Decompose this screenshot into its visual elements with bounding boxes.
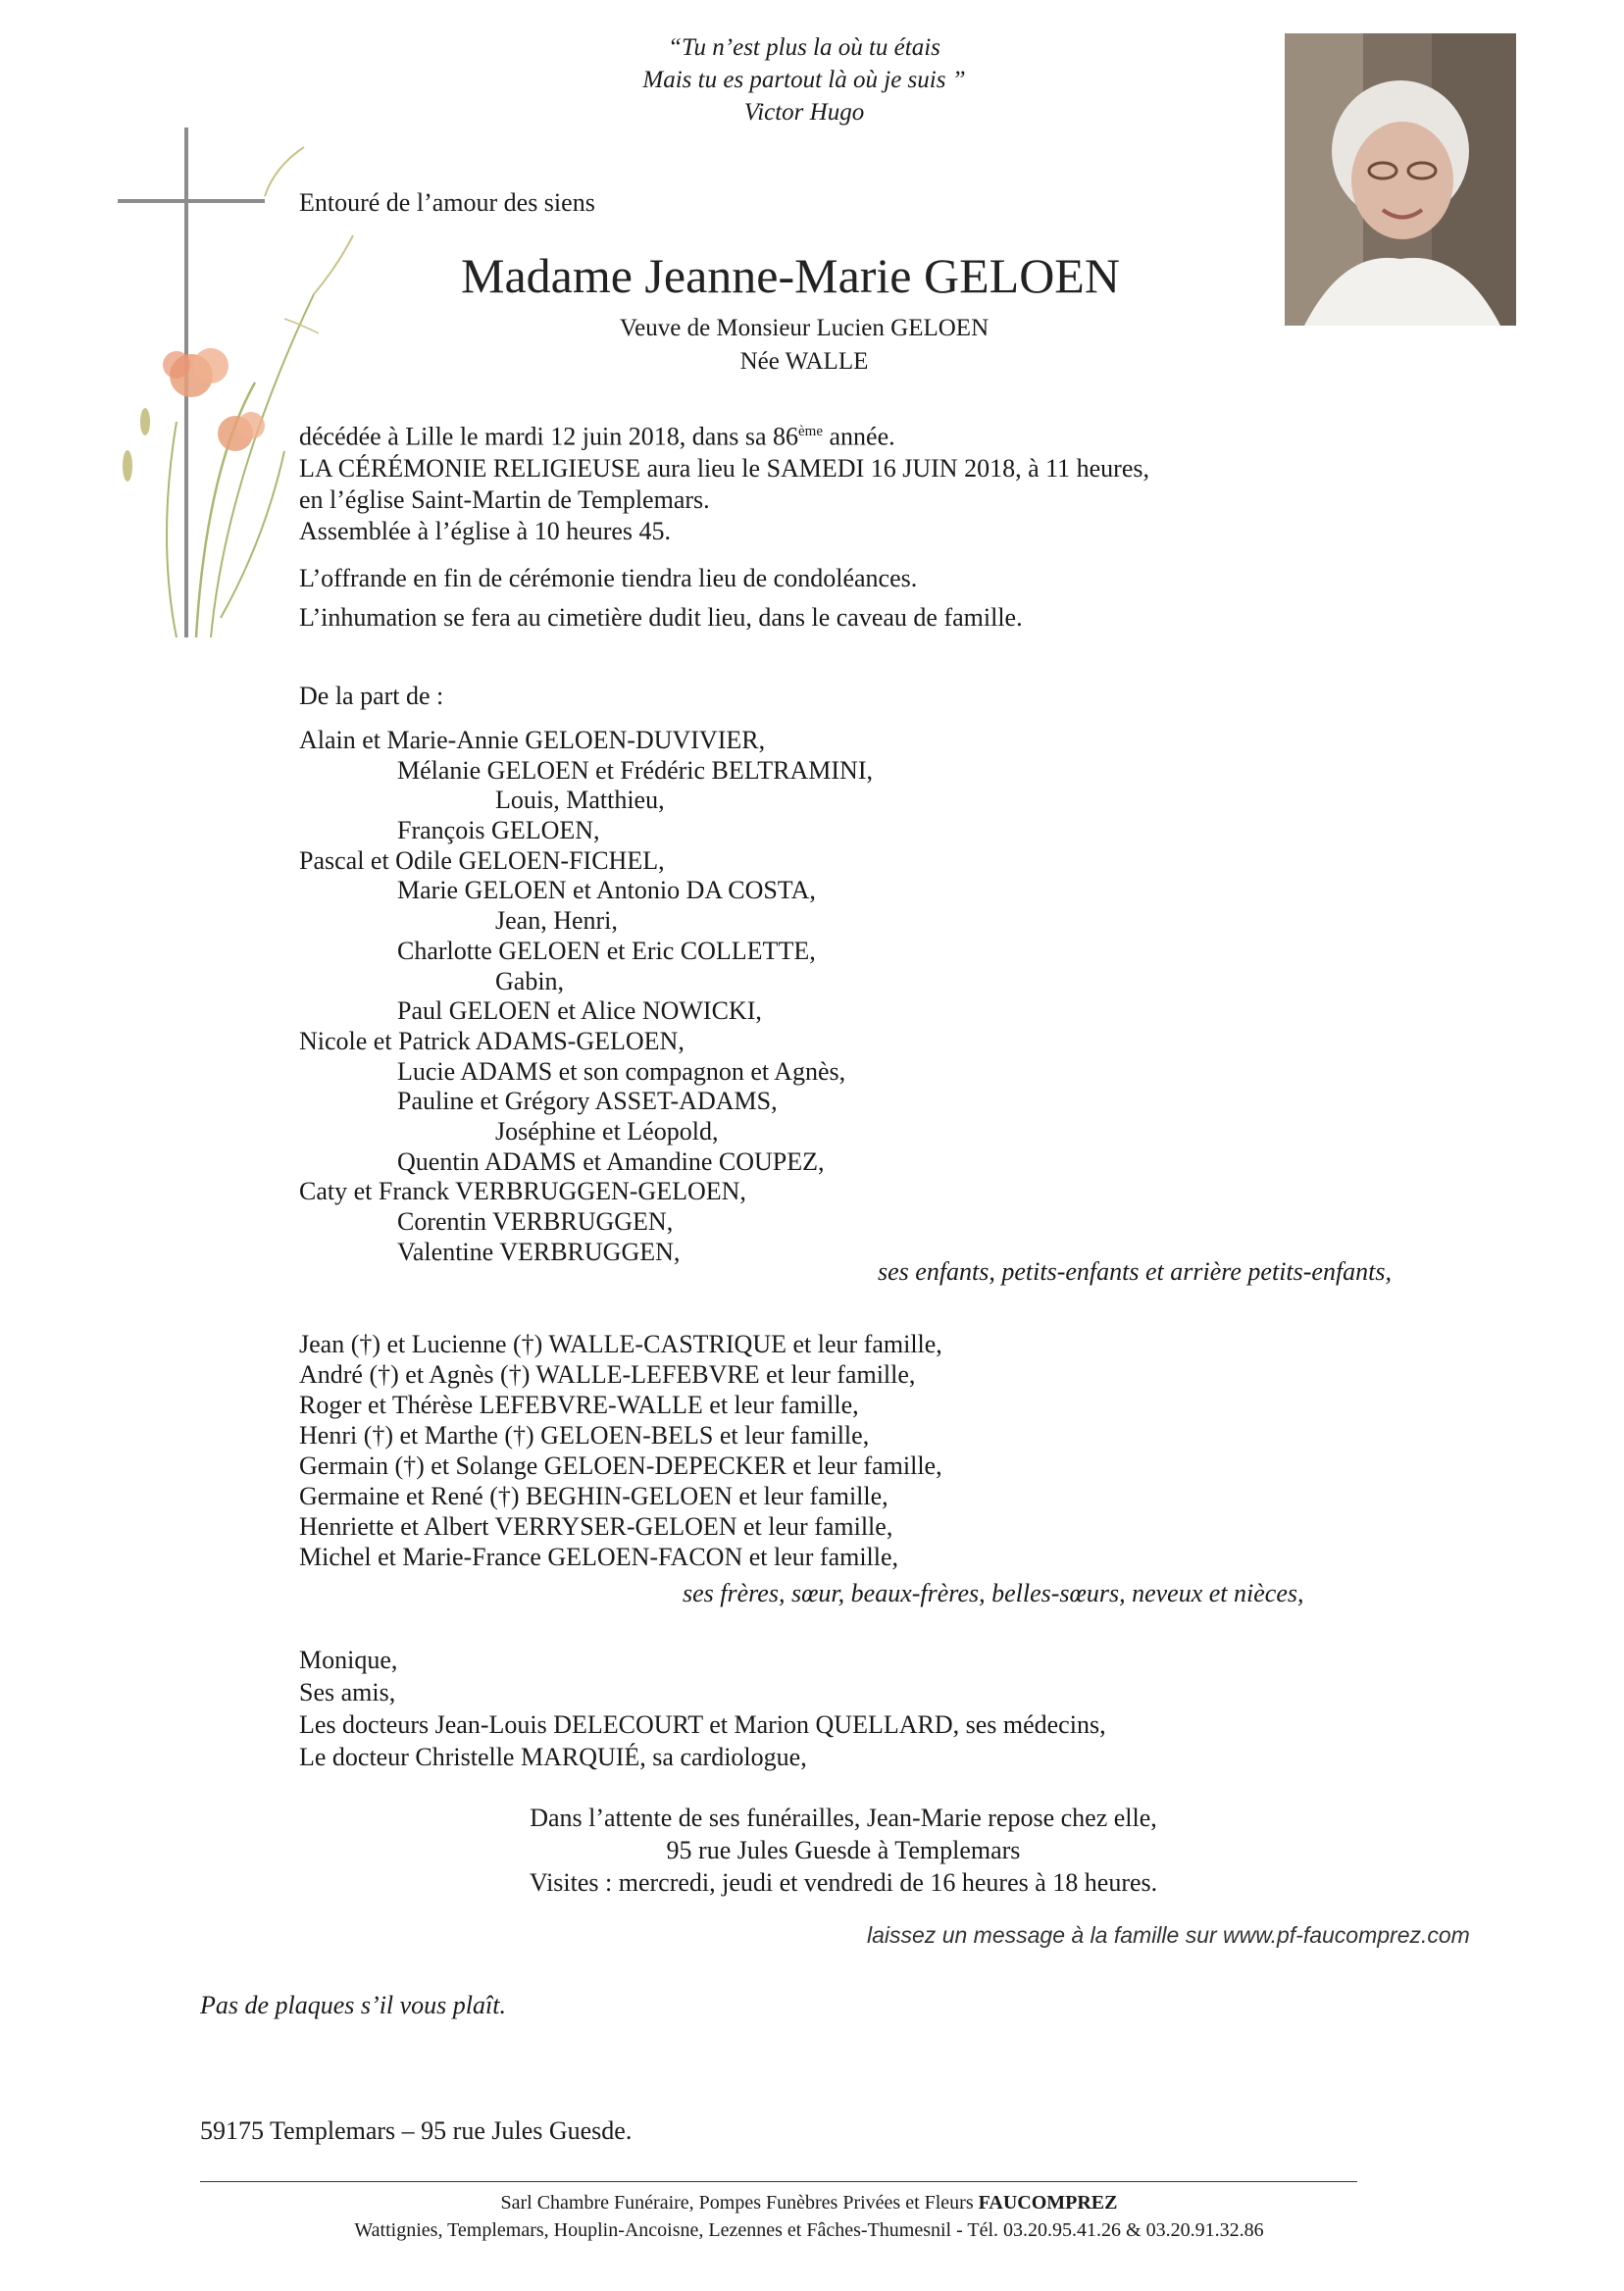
maiden-name: Née WALLE (739, 348, 869, 375)
widow-line: Veuve de Monsieur Lucien GELOEN (619, 315, 990, 341)
family-member-line: François GELOEN, (397, 816, 600, 845)
others-list (299, 1644, 1106, 1773)
ceremony-line-2: en l’église Saint-Martin de Templemars. (299, 485, 710, 514)
ceremony-line-3: Assemblée à l’église à 10 heures 45. (299, 517, 672, 545)
visitation-line-1: Dans l’attente de ses funérailles, Jean-Marie repose chez elle, (530, 1804, 1157, 1832)
sibling-line: Germaine et René (†) BEGHIN-GELOEN et leur famille, (299, 1482, 888, 1510)
footer-divider (200, 2181, 1357, 2182)
epigraph-line-2: Mais tu es partout là où je suis ” (642, 67, 966, 93)
burial-line: L’inhumation se fera au cimetière dudit lieu, dans le caveau de famille. (299, 603, 1023, 632)
footer-company: Sarl Chambre Funéraire, Pompes Funèbres Privées et Fleurs (500, 2192, 979, 2214)
death-text-end: année. (823, 422, 895, 451)
offering-line: L’offrande en fin de cérémonie tiendra lieu de condoléances. (299, 564, 918, 592)
death-superscript: ème (798, 424, 823, 439)
other-mourner-line: Les docteurs Jean-Louis DELECOURT et Marion QUELLARD, ses médecins, (299, 1710, 1106, 1739)
footer-line-1 (294, 2189, 1324, 2216)
sibling-line: Jean (†) et Lucienne (†) WALLE-CASTRIQUE et leur famille, (299, 1330, 942, 1358)
address-line: 59175 Templemars – 95 rue Jules Guesde. (200, 2116, 633, 2145)
death-text: décédée à Lille le mardi 12 juin 2018, dans sa 86 (299, 422, 799, 451)
visitation-block (471, 1802, 1216, 1899)
ceremony-block (299, 453, 1149, 547)
portrait-photo (1285, 33, 1516, 326)
children-list (299, 726, 873, 1267)
family-member-line: Nicole et Patrick ADAMS-GELOEN, (299, 1026, 685, 1055)
portrait-illustration (1285, 33, 1516, 326)
family-member-line: Louis, Matthieu, (495, 786, 665, 815)
epigraph-author: Victor Hugo (743, 99, 865, 126)
family-member-line: Alain et Marie-Annie GELOEN-DUVIVIER, (299, 726, 766, 754)
sibling-line: Henriette et Albert VERRYSER-GELOEN et leur famille, (299, 1512, 893, 1541)
visitation-line-3: Visites : mercredi, jeudi et vendredi de 16 heures à 18 heures. (529, 1868, 1158, 1897)
family-member-line: Pascal et Odile GELOEN-FICHEL, (299, 845, 665, 875)
sibling-line: Henri (†) et Marthe (†) GELOEN-BELS et leur famille, (299, 1421, 870, 1450)
family-member-line: Quentin ADAMS et Amandine COUPEZ, (397, 1146, 825, 1176)
family-member-line: Paul GELOEN et Alice NOWICKI, (397, 996, 762, 1026)
family-member-line: Marie GELOEN et Antonio DA COSTA, (397, 876, 816, 905)
no-plaques-note: Pas de plaques s’il vous plaît. (200, 1991, 506, 2019)
intro-line: Entouré de l’amour des siens (299, 188, 595, 217)
ceremony-line-1: LA CÉRÉMONIE RELIGIEUSE aura lieu le SAMEDI 16 JUIN 2018, à 11 heures, (299, 454, 1150, 483)
message-link[interactable]: laissez un message à la famille sur www.pf-faucomprez.com (867, 1922, 1470, 1948)
epigraph-line-1: “Tu n’est plus la où tu étais (668, 34, 940, 61)
visitation-line-2: 95 rue Jules Guesde à Templemars (666, 1836, 1021, 1864)
siblings-relation: ses frères, sœur, beaux-frères, belles-sœurs, neveux et nièces, (683, 1579, 1304, 1607)
other-mourner-line: Monique, (299, 1646, 398, 1674)
deceased-name: Madame Jeanne-Marie GELOEN (461, 248, 1120, 303)
family-member-line: Pauline et Grégory ASSET-ADAMS, (397, 1087, 778, 1116)
sibling-line: Germain (†) et Solange GELOEN-DEPECKER et leur famille, (299, 1451, 942, 1480)
family-member-line: Valentine VERBRUGGEN, (397, 1237, 681, 1266)
family-member-line: Corentin VERBRUGGEN, (397, 1207, 674, 1236)
siblings-list (299, 1329, 942, 1572)
footer-brand: FAUCOMPREZ (978, 2192, 1118, 2214)
sibling-line: Roger et Thérèse LEFEBVRE-WALLE et leur famille, (299, 1391, 859, 1419)
sibling-line: André (†) et Agnès (†) WALLE-LEFEBVRE et leur famille, (299, 1360, 916, 1389)
family-member-line: Jean, Henri, (495, 906, 618, 936)
from-label: De la part de : (299, 682, 444, 710)
other-mourner-line: Ses amis, (299, 1678, 396, 1706)
death-notice (299, 416, 895, 453)
family-member-line: Gabin, (495, 966, 565, 995)
family-member-line: Charlotte GELOEN et Eric COLLETTE, (397, 936, 816, 965)
family-member-line: Caty et Franck VERBRUGGEN-GELOEN, (299, 1177, 746, 1206)
children-relation: ses enfants, petits-enfants et arrière petits-enfants, (878, 1257, 1393, 1286)
family-member-line: Joséphine et Léopold, (495, 1116, 719, 1146)
family-member-line: Mélanie GELOEN et Frédéric BELTRAMINI, (397, 755, 873, 785)
epigraph (539, 31, 1069, 128)
sibling-line: Michel et Marie-France GELOEN-FACON et leur famille, (299, 1543, 899, 1571)
footer-line-2: Wattignies, Templemars, Houplin-Ancoisne, Lezennes et Fâches-Thumesnil - Tél. 03.20.95.41.26 & 03.20.91.32.86 (354, 2219, 1264, 2241)
other-mourner-line: Le docteur Christelle MARQUIÉ, sa cardiologue, (299, 1743, 807, 1771)
family-member-line: Lucie ADAMS et son compagnon et Agnès, (397, 1056, 846, 1086)
widow-block (510, 312, 1098, 379)
footer (294, 2189, 1324, 2244)
